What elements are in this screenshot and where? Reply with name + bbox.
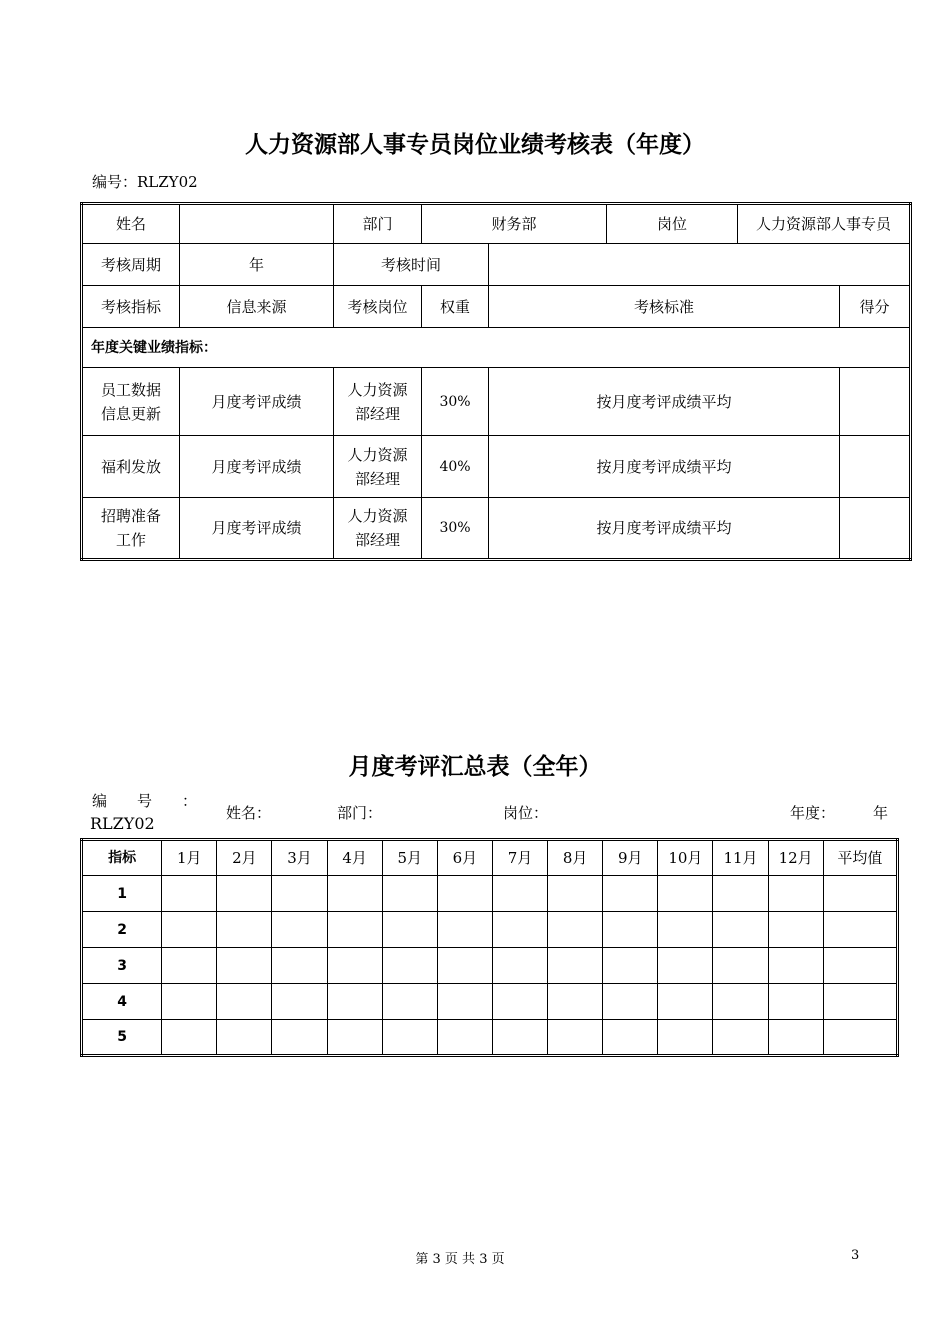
assessment-table <box>80 202 912 561</box>
dept-label: 部门 <box>334 204 422 244</box>
period-value: 年 <box>180 244 334 286</box>
monthly-cell <box>272 1020 327 1056</box>
monthly-cell <box>492 912 547 948</box>
section-row <box>82 328 911 368</box>
monthly-cell <box>492 984 547 1020</box>
kpi-indicator: 招聘准备 工作 <box>82 498 180 560</box>
header-cell: 8月 <box>548 840 603 876</box>
kpi-indicator: 员工数据 信息更新 <box>82 368 180 436</box>
monthly-cell <box>713 948 768 984</box>
header-cell: 指标 <box>82 840 162 876</box>
monthly-cell <box>768 912 823 948</box>
header-cell: 2月 <box>217 840 272 876</box>
monthly-cell <box>162 1020 217 1056</box>
kpi-score <box>840 436 911 498</box>
time-label: 考核时间 <box>334 244 489 286</box>
monthly-cell <box>327 876 382 912</box>
monthly-cell <box>492 948 547 984</box>
monthly-cell <box>162 876 217 912</box>
kpi-standard: 按月度考评成绩平均 <box>489 368 840 436</box>
kpi-source: 月度考评成绩 <box>180 436 334 498</box>
header-indicator: 考核指标 <box>82 286 180 328</box>
monthly-cell <box>713 1020 768 1056</box>
monthly-cell <box>658 948 713 984</box>
monthly-cell <box>823 912 897 948</box>
monthly-cell <box>382 912 437 948</box>
monthly-cell <box>768 1020 823 1056</box>
monthly-cell <box>548 948 603 984</box>
monthly-cell <box>162 984 217 1020</box>
monthly-cell <box>603 876 658 912</box>
table2-code-value: RLZY02 <box>90 814 155 833</box>
kpi-source: 月度考评成绩 <box>180 498 334 560</box>
monthly-cell <box>437 912 492 948</box>
monthly-cell <box>272 876 327 912</box>
monthly-cell <box>768 984 823 1020</box>
monthly-cell <box>327 984 382 1020</box>
name-row <box>82 204 911 244</box>
monthly-cell <box>603 948 658 984</box>
header-cell: 4月 <box>327 840 382 876</box>
header-cell: 平均值 <box>823 840 897 876</box>
name-field-label: 姓名： <box>226 804 272 822</box>
kpi-post: 人力资源 部经理 <box>334 368 422 436</box>
monthly-cell <box>217 984 272 1020</box>
monthly-cell <box>217 876 272 912</box>
indicator-number: 5 <box>82 1020 162 1056</box>
header-cell: 12月 <box>768 840 823 876</box>
monthly-cell <box>823 1020 897 1056</box>
monthly-cell <box>548 912 603 948</box>
monthly-cell <box>548 984 603 1020</box>
dept-field-label: 部门： <box>337 804 383 822</box>
monthly-cell <box>823 984 897 1020</box>
period-label: 考核周期 <box>82 244 180 286</box>
post-label: 岗位 <box>607 204 738 244</box>
time-value <box>489 244 911 286</box>
header-cell: 11月 <box>713 840 768 876</box>
kpi-source: 月度考评成绩 <box>180 368 334 436</box>
header-cell: 3月 <box>272 840 327 876</box>
header-cell: 6月 <box>437 840 492 876</box>
monthly-header-row <box>82 840 898 876</box>
table2-title: 月度考评汇总表（全年） <box>348 753 602 780</box>
table2-code-label: 编 号 ： <box>92 792 198 810</box>
monthly-cell <box>713 912 768 948</box>
kpi-standard: 按月度考评成绩平均 <box>489 436 840 498</box>
monthly-cell <box>658 876 713 912</box>
name-value <box>180 204 334 244</box>
kpi-standard: 按月度考评成绩平均 <box>489 498 840 560</box>
monthly-cell <box>603 984 658 1020</box>
name-label: 姓名 <box>82 204 180 244</box>
monthly-cell <box>272 984 327 1020</box>
kpi-row <box>82 368 911 436</box>
monthly-cell <box>713 876 768 912</box>
monthly-cell <box>327 948 382 984</box>
monthly-row <box>82 912 898 948</box>
header-source: 信息来源 <box>180 286 334 328</box>
monthly-cell <box>382 876 437 912</box>
kpi-post: 人力资源 部经理 <box>334 436 422 498</box>
monthly-cell <box>437 948 492 984</box>
indicator-number: 4 <box>82 984 162 1020</box>
monthly-cell <box>327 912 382 948</box>
year-field-label: 年度： <box>790 804 836 822</box>
monthly-cell <box>658 984 713 1020</box>
year-suffix: 年 <box>873 804 889 822</box>
monthly-row <box>82 948 898 984</box>
monthly-cell <box>548 1020 603 1056</box>
header-row <box>82 286 911 328</box>
monthly-cell <box>162 948 217 984</box>
monthly-cell <box>382 984 437 1020</box>
monthly-cell <box>437 876 492 912</box>
kpi-weight: 30% <box>422 498 489 560</box>
monthly-row <box>82 1020 898 1056</box>
table1-code: 编号：RLZY02 <box>92 173 198 191</box>
kpi-row <box>82 498 911 560</box>
header-weight: 权重 <box>422 286 489 328</box>
period-row <box>82 244 911 286</box>
monthly-row <box>82 876 898 912</box>
header-score: 得分 <box>840 286 911 328</box>
monthly-cell <box>272 948 327 984</box>
kpi-score <box>840 368 911 436</box>
header-cell: 1月 <box>162 840 217 876</box>
kpi-post: 人力资源 部经理 <box>334 498 422 560</box>
indicator-number: 2 <box>82 912 162 948</box>
monthly-cell <box>217 912 272 948</box>
kpi-score <box>840 498 911 560</box>
post-field-label: 岗位： <box>503 804 549 822</box>
header-cell: 5月 <box>382 840 437 876</box>
dept-value: 财务部 <box>422 204 607 244</box>
kpi-row <box>82 436 911 498</box>
monthly-summary-table <box>80 838 899 1057</box>
monthly-cell <box>768 876 823 912</box>
page-number: 3 <box>851 1248 860 1263</box>
section-label: 年度关键业绩指标： <box>82 328 911 368</box>
header-cell: 9月 <box>603 840 658 876</box>
monthly-cell <box>327 1020 382 1056</box>
kpi-weight: 40% <box>422 436 489 498</box>
monthly-cell <box>437 1020 492 1056</box>
monthly-cell <box>492 876 547 912</box>
indicator-number: 3 <box>82 948 162 984</box>
monthly-cell <box>603 1020 658 1056</box>
header-post: 考核岗位 <box>334 286 422 328</box>
indicator-number: 1 <box>82 876 162 912</box>
monthly-cell <box>548 876 603 912</box>
page-footer-text: 第 3 页 共 3 页 <box>415 1252 505 1267</box>
monthly-cell <box>823 948 897 984</box>
monthly-row <box>82 984 898 1020</box>
monthly-cell <box>823 876 897 912</box>
monthly-cell <box>768 948 823 984</box>
monthly-cell <box>272 912 327 948</box>
monthly-cell <box>658 912 713 948</box>
monthly-cell <box>217 1020 272 1056</box>
table1-title: 人力资源部人事专员岗位业绩考核表（年度） <box>245 131 705 158</box>
monthly-cell <box>162 912 217 948</box>
header-standard: 考核标准 <box>489 286 840 328</box>
monthly-cell <box>437 984 492 1020</box>
header-cell: 7月 <box>492 840 547 876</box>
post-value: 人力资源部人事专员 <box>738 204 911 244</box>
monthly-cell <box>217 948 272 984</box>
monthly-cell <box>713 984 768 1020</box>
monthly-cell <box>492 1020 547 1056</box>
header-cell: 10月 <box>658 840 713 876</box>
monthly-cell <box>658 1020 713 1056</box>
kpi-indicator: 福利发放 <box>82 436 180 498</box>
monthly-cell <box>603 912 658 948</box>
monthly-cell <box>382 948 437 984</box>
monthly-cell <box>382 1020 437 1056</box>
kpi-weight: 30% <box>422 368 489 436</box>
